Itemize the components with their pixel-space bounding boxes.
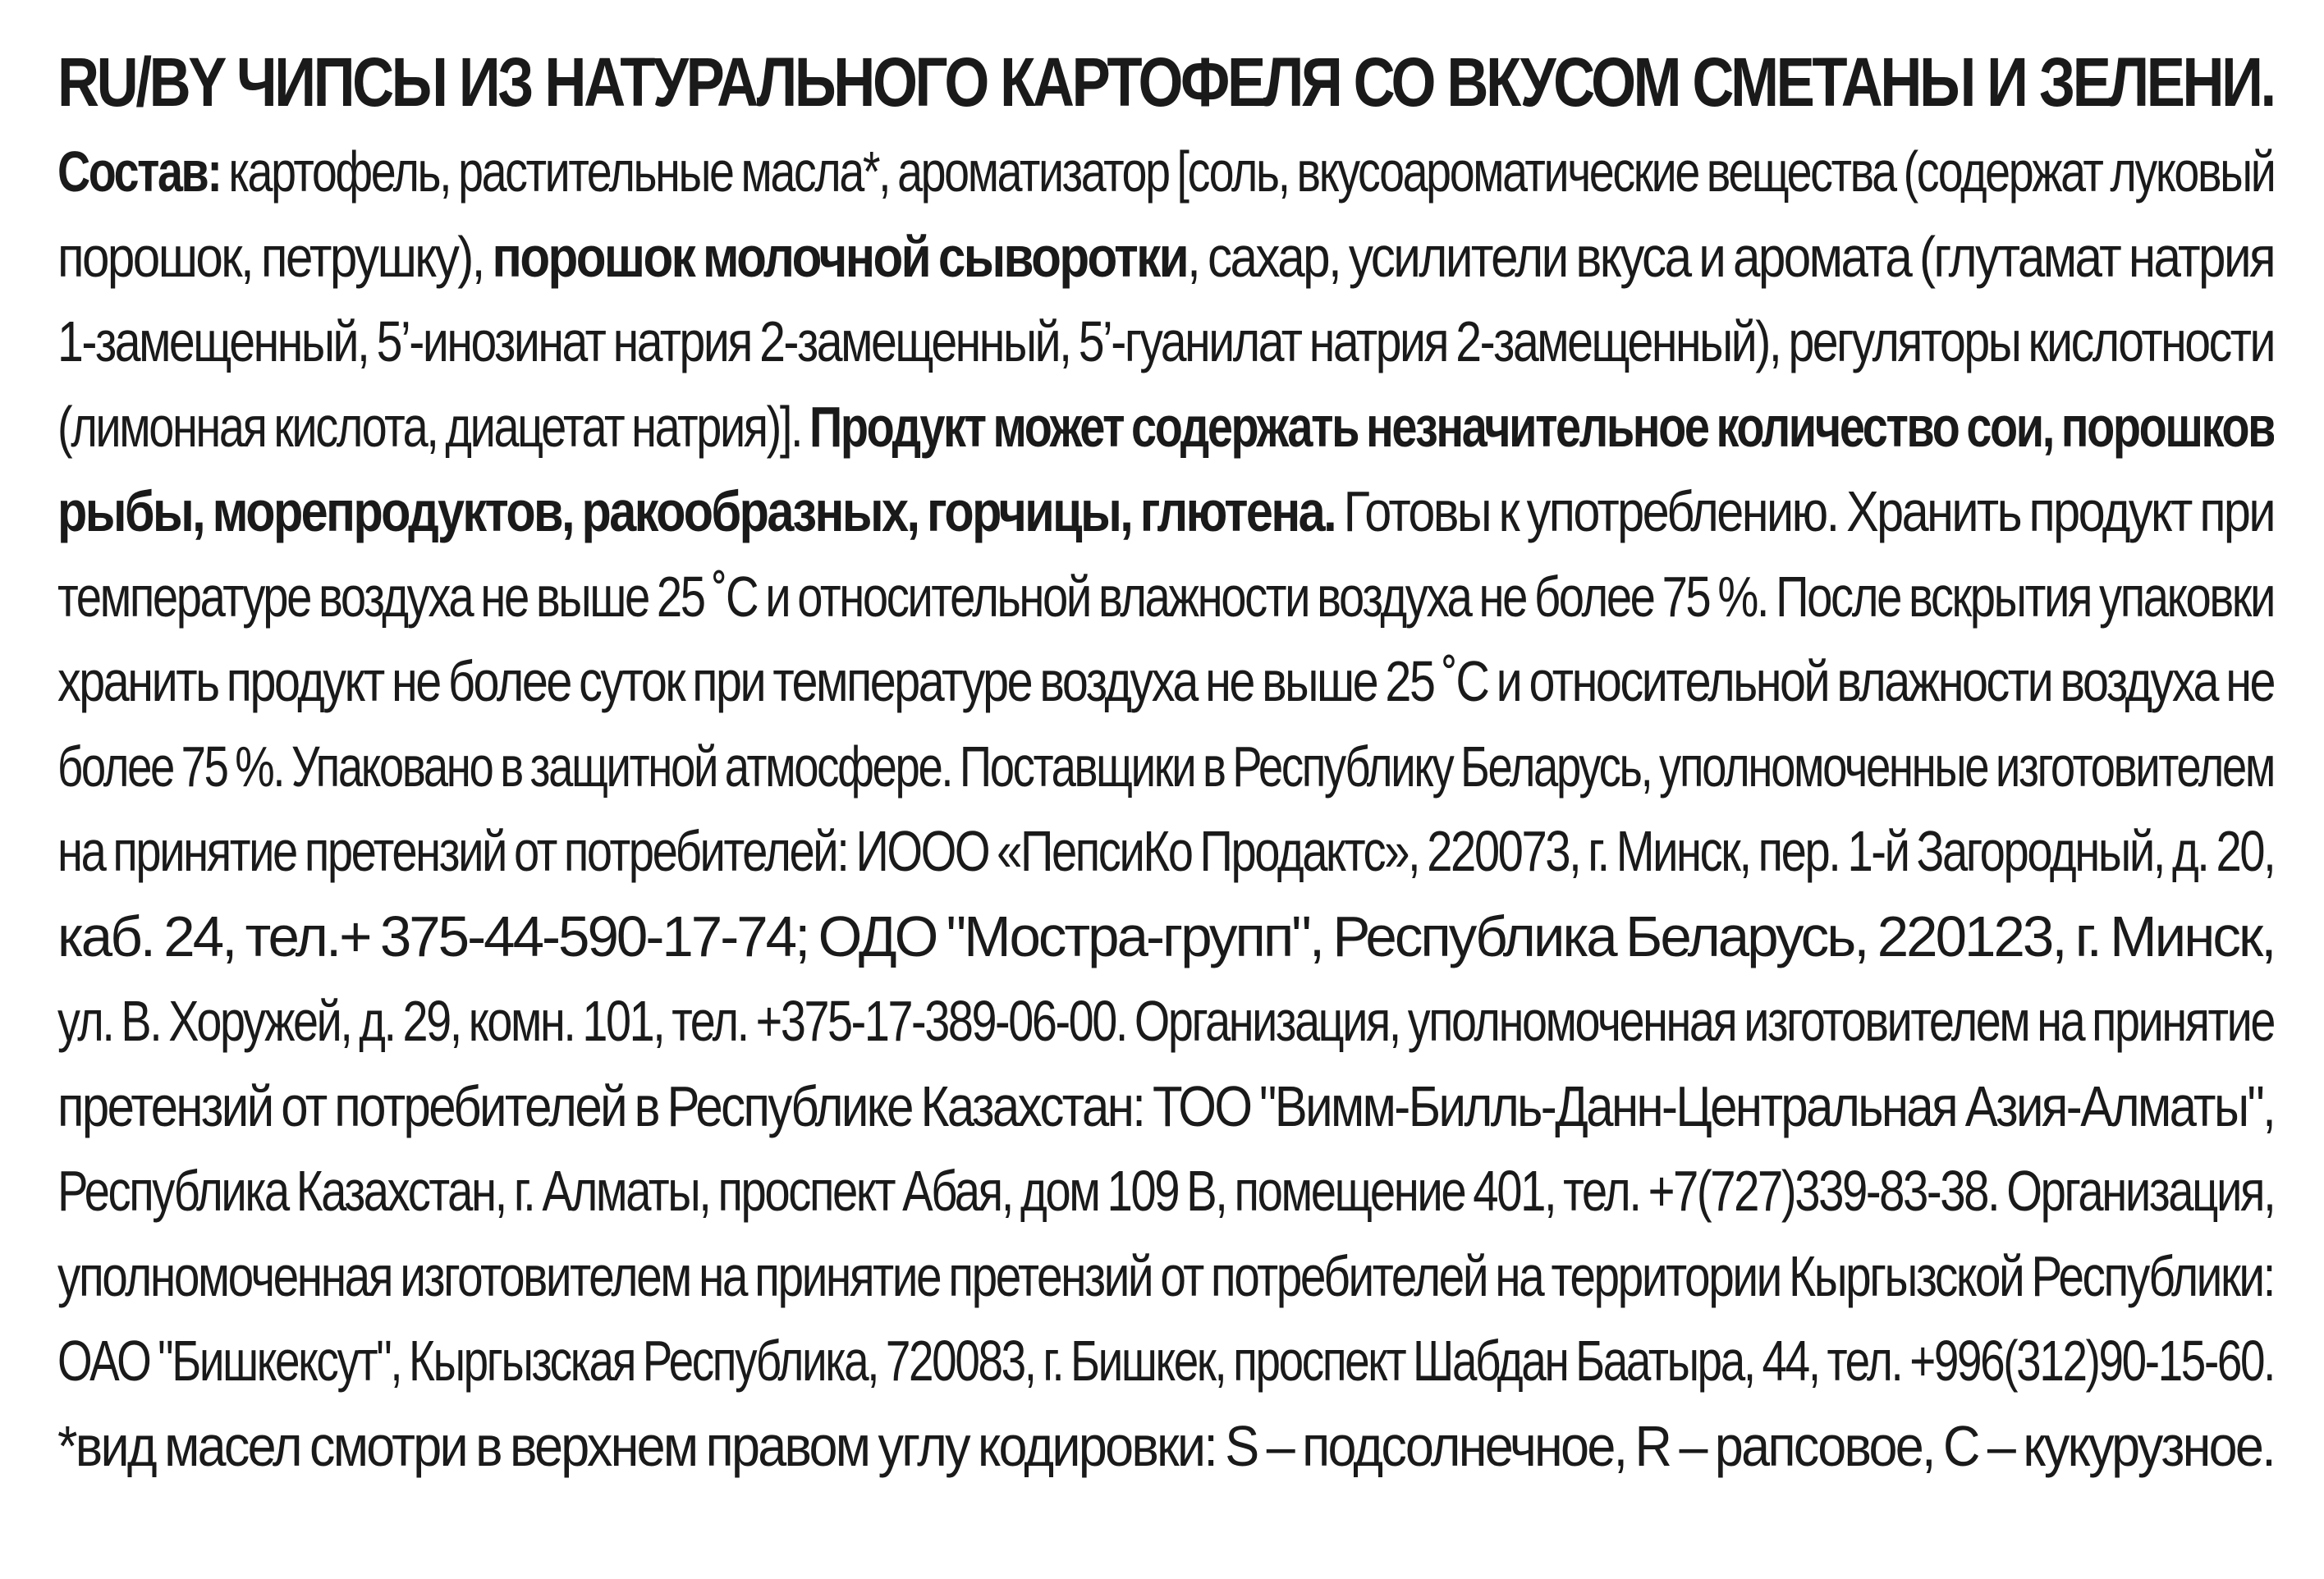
text-span: Готовы к употреблению. Хранить продукт при <box>1335 479 2274 543</box>
text-span: ОАО "Бишкексут", Кыргызская Республика, 720083, г. Бишкек, проспект Шабдан Баатыра, 44, тел. +996(312)90-15-60. <box>57 1329 2274 1393</box>
text-span: каб. 24, тел.+ 375-44-590-17-74; ОДО "Мостра-групп", Республика Беларусь, 220123, г. Минск, <box>57 904 2274 968</box>
text-line <box>57 809 2274 895</box>
text-line <box>57 469 2274 555</box>
text-span: 1-замещенный, 5’-инозинат натрия 2-замещенный, 5’-гуанилат натрия 2-замещенный), регуляторы кислотности <box>57 309 2274 373</box>
text-span: на принятие претензий от потребителей: ИООО «ПепсиКо Продактс», 220073, г. Минск, пер. 1-й Загородный, д. 20, <box>57 819 2274 883</box>
bold-text-span: рыбы, морепродуктов, ракообразных, горчицы, глютена. <box>57 479 1336 543</box>
text-span: (лимонная кислота, диацетат натрия)]. <box>57 394 810 459</box>
text-line <box>57 1149 2274 1234</box>
text-line <box>57 1404 2274 1490</box>
bold-text-span: Состав: <box>57 140 221 204</box>
text-span: Республика Казахстан, г. Алматы, проспект Абая, дом 109 В, помещение 401, тел. +7(727)339-83-38. Организация, <box>57 1159 2274 1223</box>
text-line <box>57 385 2274 470</box>
text-line <box>57 725 2274 810</box>
text-span: порошок, петрушку), <box>57 224 493 289</box>
text-line <box>57 130 2274 215</box>
text-span: более 75 %. Упаковано в защитной атмосфере. Поставщики в Республику Беларусь, уполномоченные изготовителем <box>57 734 2274 799</box>
text-line <box>57 300 2274 385</box>
text-line <box>57 1319 2274 1404</box>
text-span: уполномоченная изготовителем на принятие претензий от потребителей на территории Кыргызской Республики: <box>57 1243 2274 1308</box>
text-span: температуре воздуха не выше 25 ˚С и относительной влажности воздуха не более 75 %. После вскрытия упаковки <box>57 564 2274 629</box>
text-line <box>57 1064 2274 1150</box>
text-line <box>57 639 2274 725</box>
text-span: *вид масел смотри в верхнем правом углу кодировки: S – подсолнечное, R – рапсовое, С – кукурузное. <box>57 1413 2274 1478</box>
text-span: ул. В. Хоружей, д. 29, комн. 101, тел. +375-17-389-06-00. Организация, уполномоченная изготовителем на принятие <box>57 989 2274 1053</box>
product-title: RU/BY ЧИПСЫ ИЗ НАТУРАЛЬНОГО КАРТОФЕЛЯ СО ВКУСОМ СМЕТАНЫ И ЗЕЛЕНИ. <box>57 43 2274 121</box>
text-line <box>57 979 2274 1064</box>
text-span: хранить продукт не более суток при температуре воздуха не выше 25 ˚С и относительной влажности воздуха не <box>57 649 2274 713</box>
text-span: претензий от потребителей в Республике Казахстан: ТОО "Вимм-Билль-Данн-Центральная Азия-Алматы", <box>57 1073 2274 1138</box>
text-line <box>57 215 2274 300</box>
ingredients-text <box>57 130 2274 1489</box>
bold-text-span: Продукт может содержать незначительное количество сои, порошков <box>809 394 2274 459</box>
text-span: картофель, растительные масла*, ароматизатор [соль, вкусоароматические вещества (содержат луковый <box>220 140 2274 204</box>
text-line <box>57 1234 2274 1320</box>
text-line <box>57 895 2274 980</box>
text-line <box>57 555 2274 640</box>
bold-text-span: порошок молочной сыворотки <box>492 224 1188 289</box>
product-label <box>57 39 2274 1489</box>
text-span: , сахар, усилители вкуса и аромата (глутамат натрия <box>1187 224 2274 289</box>
